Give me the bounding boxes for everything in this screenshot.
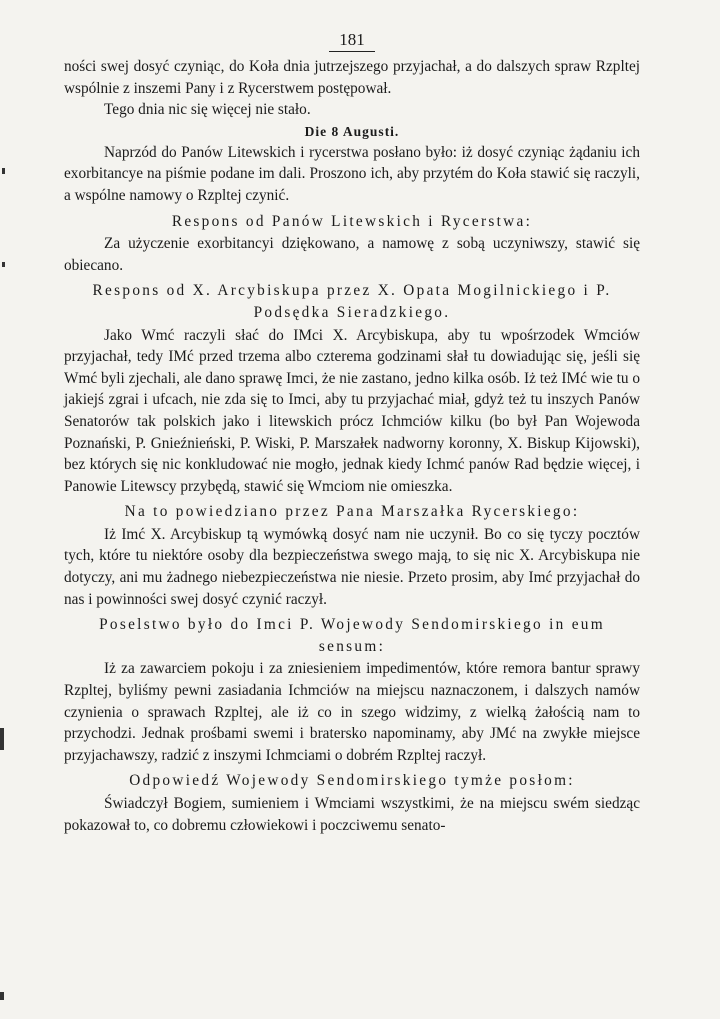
section-heading: Na to powiedziano przez Pana Marszałka Rycerskiego: [124,503,580,521]
paragraph: Za użyczenie exorbitancyi dziękowano, a namowę z sobą uczyniwszy, stawić się obiecano. [64,235,640,274]
paragraph: Jako Wmć raczyli słać do IMci X. Arcybiskupa, aby tu wpośrzodek Wmciów przyjachał, tedy IMć przed trzema albo czterema godzinami słał tu dowiadując się, jeśli się Wmć byli zjechali, ale dano sprawę Imci, że nie zastano, jedno kilka osób. Iż też IMć wie tu o jakiejś zgrai i ufcach, nie zda się to Imci, aby tu przyjachać miał, gdyż też tu inszych Panów Senatorów tak polskich jako i litewskich prócz Ichmciów kilku (bo był Pan Wojewoda Poznański, P. Gnieźnieński, P. Wiski, P. Marszałek nadworny koronny, X. Biskup Kijowski), bez których się nic konkludować nie mogło, jednak kiedy Ichmć panów Rad będzie więcej, i Panowie Litewscy przybędą, stawić się Wmciom nie omieszka. [64,326,640,495]
section-heading: Respons od Panów Litewskich i Rycerstwa: [171,212,533,230]
page [64,30,640,836]
page-number: 181 [64,30,640,52]
scan-mark [0,728,4,750]
section-heading: Odpowiedź Wojewody Sendomirskiego tymże posłom: [129,772,575,790]
paragraph: Iż Imć X. Arcybiskup tą wymówką dosyć nam nie uczynił. Bo co się tyczy pocztów tych, które tu niektóre osoby dla bezpieczeństwa swego mają, to się nic X. Arcybiskupa nie dotyczy, ani mu żadnego niebezpieczeństwa nie niesie. Przeto prosim, aby Imć przyjachał do nas i powinności swej dosyć czynić raczył. [64,525,640,608]
scan-mark [2,262,5,267]
scan-mark [2,168,5,174]
paragraph: Iż za zawarciem pokoju i za zniesieniem impedimentów, które remora bantur sprawy Rzpltej, byliśmy pewni zasiadania Ichmciów na miejscu naznaczonem, i dalszych namów czynienia o sprawach Rzpltej, ale iż co in szego widzimy, z wielką żałością nam to przychodzi. Jednak prośbami swemi i bratersko napominamy, aby JMć na zwykłe miejsce przyjachawszy, radzić z inszymi Ichmciami o dobrém Rzpltej raczył. [64,660,640,764]
scan-mark [0,992,4,1000]
paragraph: Naprzód do Panów Litewskich i rycerstwa posłano było: iż dosyć czyniąc żądaniu ich exorbitancye na piśmie podane im dali. Proszono ich, aby przytém do Koła stawić się raczyli, a wspólne namowy o Rzpltej czynić. [64,143,640,204]
date-heading: Die 8 Augusti. [304,123,400,139]
paragraph-continued: ności swej dosyć czyniąc, do Koła dnia jutrzejszego przyjachał, a do dalszych spraw Rzpltej wspólnie z inszemi Pany i z Rycerstwem postępował. [64,58,640,97]
section-heading: Poselstwo było do Imci P. Wojewody Sendomirskiego in eum sensum: [99,616,605,655]
paragraph: Świadczył Bogiem, sumieniem i Wmciami wszystkimi, że na miejscu swém siedząc pokazował to, co dobremu człowiekowi i poczciwemu senato- [64,795,640,834]
paragraph: Tego dnia nic się więcej nie stało. [104,101,311,119]
section-heading: Respons od X. Arcybiskupa przez X. Opata Mogilnickiego i P. Podsędka Sieradzkiego. [92,282,612,321]
